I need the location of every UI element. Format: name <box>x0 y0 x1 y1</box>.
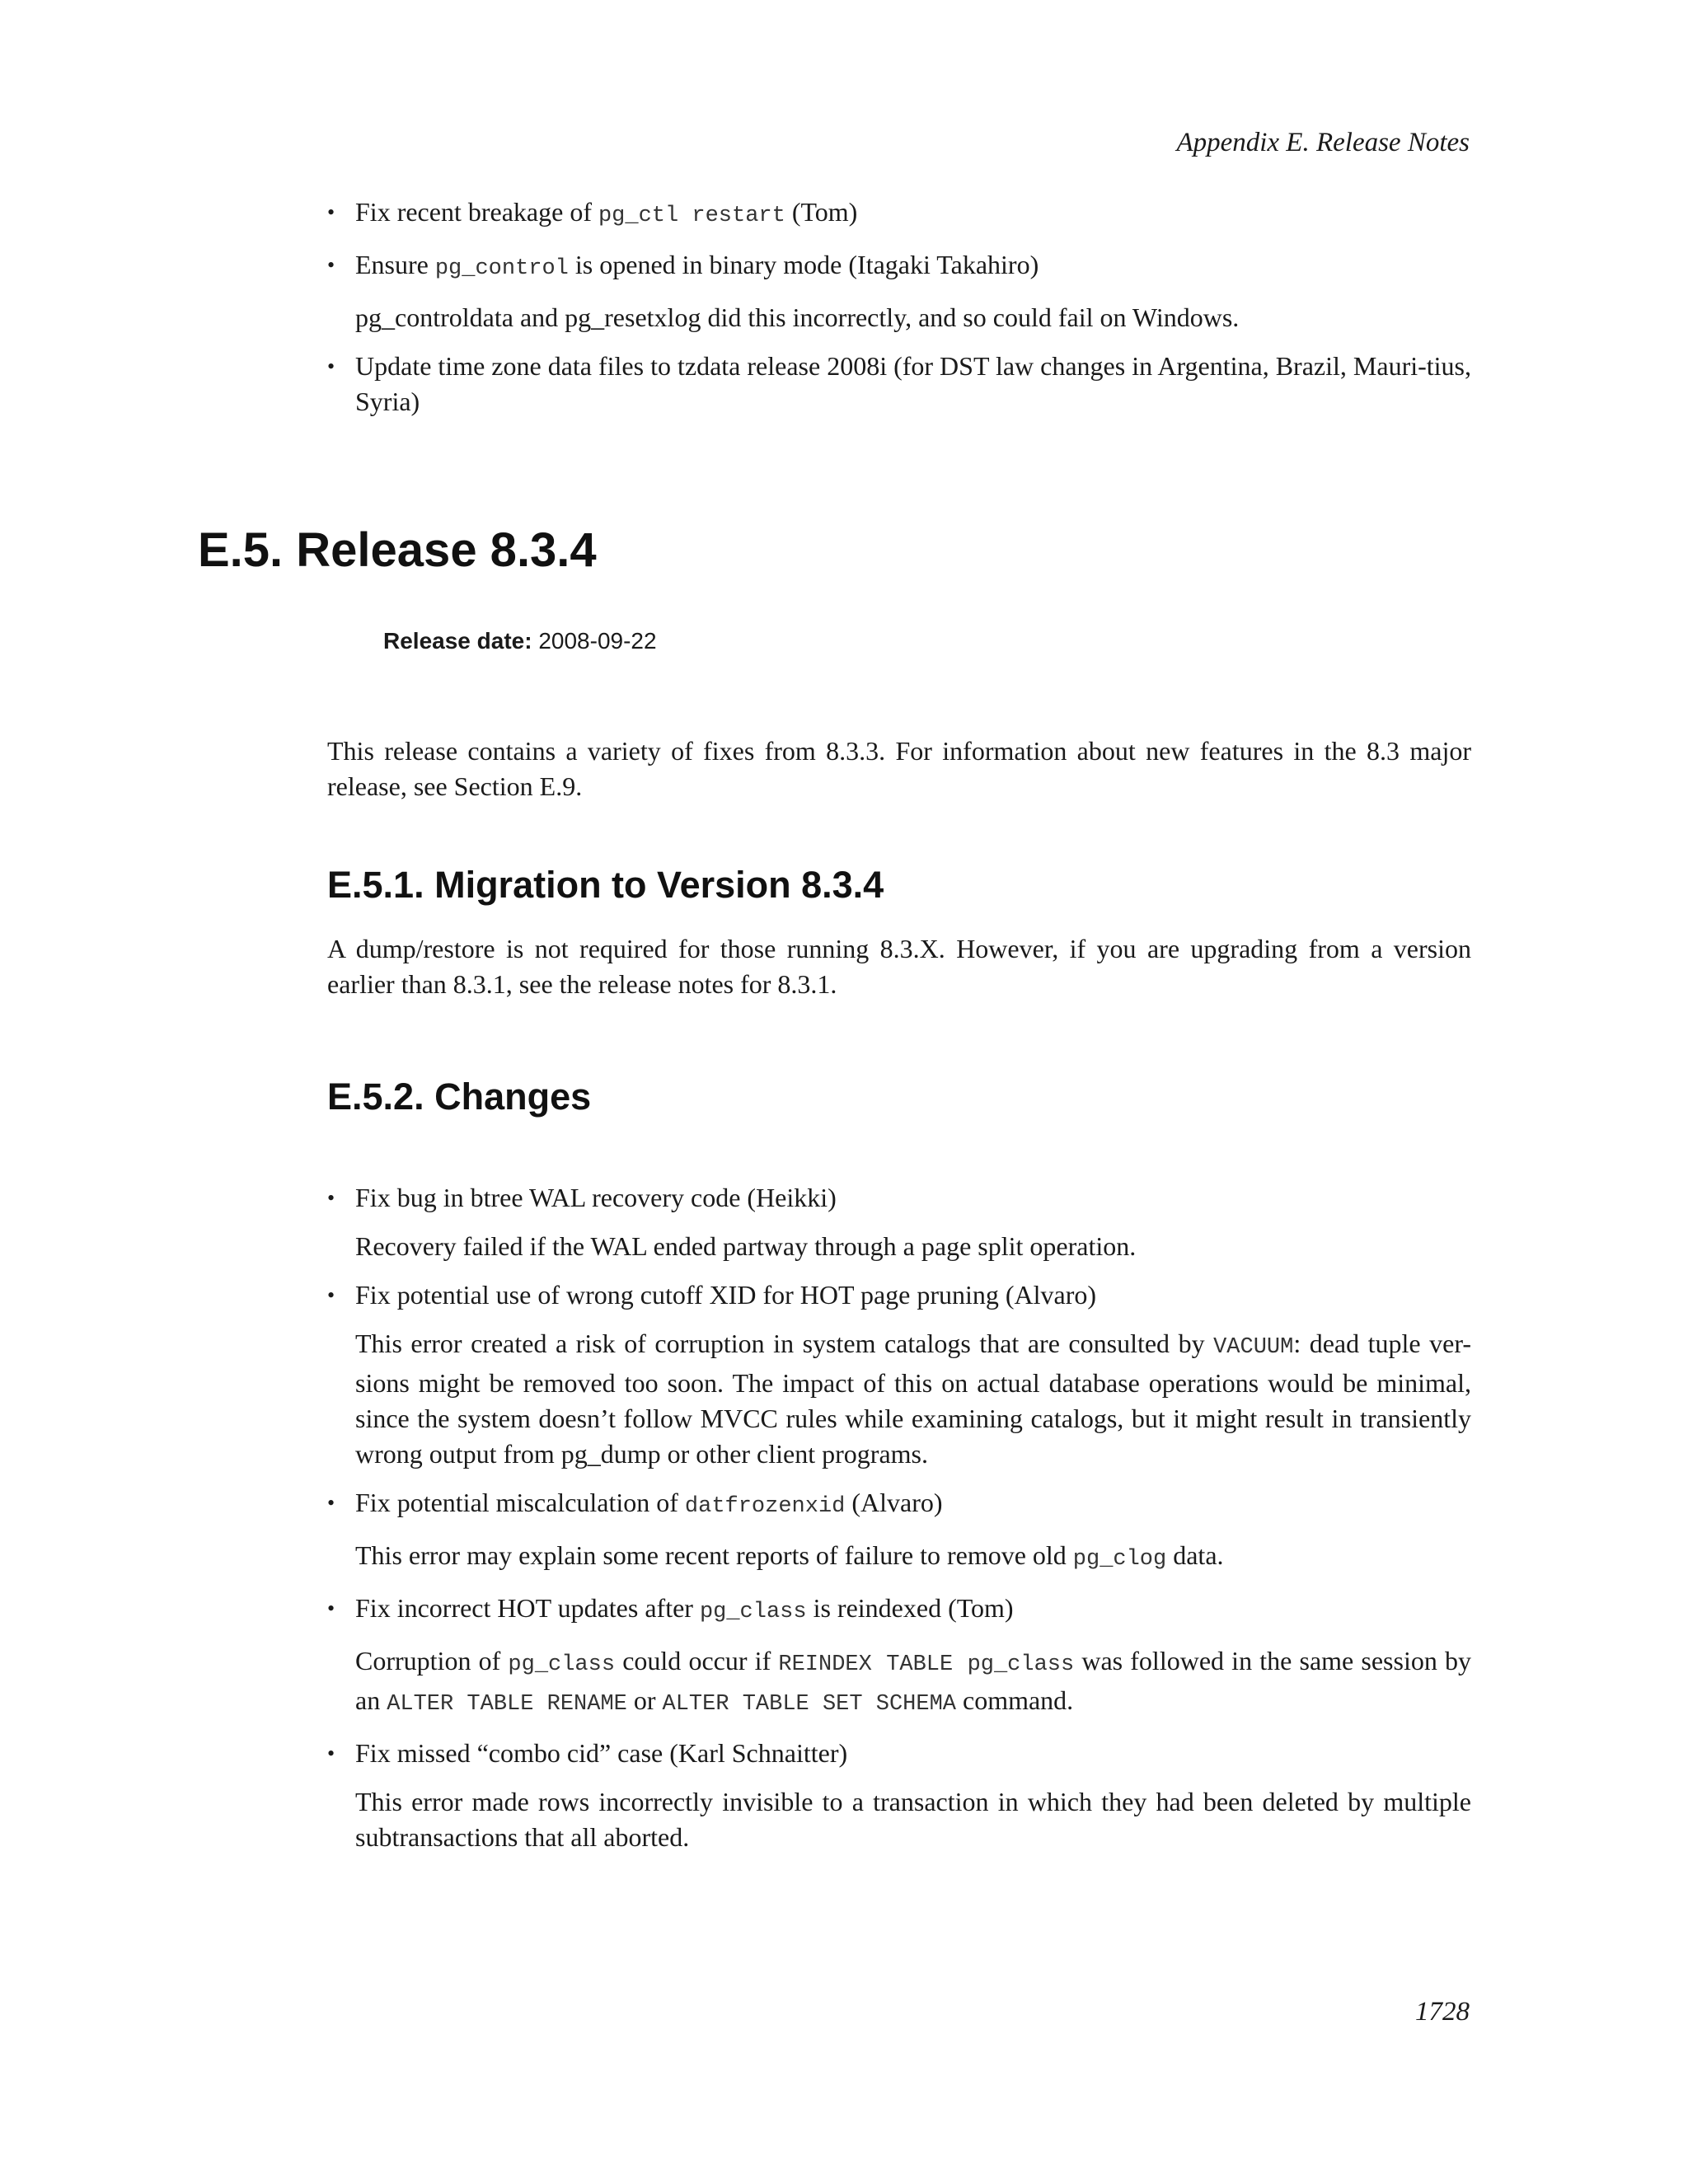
inline-code: ALTER TABLE SET SCHEMA <box>662 1692 956 1717</box>
changes-title: E.5.2. Changes <box>327 1076 592 1118</box>
release-date <box>383 628 657 654</box>
item-heading <box>355 1277 1471 1313</box>
text-run: Ensure <box>355 250 435 279</box>
inline-code: pg_control <box>434 256 569 281</box>
text-run: pg_controldata and pg_resetxlog did this incorrectly, and so could fail on Windows. <box>355 302 1240 332</box>
item-heading <box>355 247 1471 287</box>
inline-code: pg_class <box>508 1652 616 1677</box>
list-item <box>327 1180 1471 1264</box>
item-description <box>355 1229 1471 1264</box>
section-title: E.5. Release 8.3.4 <box>198 523 597 577</box>
text-run: Fix bug in btree WAL recovery code (Heikki) <box>355 1183 837 1212</box>
text-run: : dead tuple ver-sions might be removed too soon. The impact of this on actual database operations would be minimal, since the system doesn’t follow MVCC rules while examining catalogs, but it might result in transiently wrong output from pg_dump or other client programs. <box>355 1329 1472 1469</box>
item-description <box>355 1643 1471 1722</box>
bullet-icon: • <box>327 253 335 277</box>
item-heading <box>355 1736 1471 1771</box>
migration-text: A dump/restore is not required for those running 8.3.X. However, if you are upgrading from a version earlier than 8.3.1, see the release notes for 8.3.1. <box>327 934 1471 999</box>
changes-bullet-list <box>327 1180 1471 1868</box>
item-description <box>355 1784 1471 1855</box>
bullet-icon: • <box>327 1741 335 1765</box>
section-intro: This release contains a variety of fixes from 8.3.3. For information about new features in the 8.3 major release, see Section E.9. <box>327 736 1471 801</box>
text-run: Fix missed “combo cid” case (Karl Schnaitter) <box>355 1738 848 1768</box>
text-run: Fix recent breakage of <box>355 197 598 227</box>
list-item <box>327 1277 1471 1472</box>
inline-code: datfrozenxid <box>684 1494 846 1519</box>
bullet-icon: • <box>327 1283 335 1307</box>
text-run: or <box>626 1685 663 1715</box>
text-run: Fix potential miscalculation of <box>355 1488 685 1517</box>
text-run: data. <box>1166 1540 1224 1570</box>
release-date-value: 2008-09-22 <box>538 628 657 654</box>
text-run: is opened in binary mode (Itagaki Takahiro) <box>568 250 1039 279</box>
item-heading <box>355 1485 1471 1525</box>
text-run: command. <box>955 1685 1074 1715</box>
text-run: This error made rows incorrectly invisible to a transaction in which they had been deleted by multiple subtransactions that all aborted. <box>355 1787 1471 1852</box>
text-run: Corruption of <box>355 1646 509 1675</box>
bullet-icon: • <box>327 1491 335 1515</box>
text-run: (Tom) <box>785 197 858 227</box>
release-date-label: Release date: <box>383 628 532 654</box>
text-run: Fix potential use of wrong cutoff XID for HOT page pruning (Alvaro) <box>355 1280 1097 1310</box>
bullet-icon: • <box>327 1596 335 1620</box>
list-item <box>327 1485 1471 1577</box>
inline-code: REINDEX TABLE pg_class <box>778 1652 1075 1677</box>
text-run: could occur if <box>615 1646 779 1675</box>
list-item <box>327 349 1471 419</box>
bullet-icon: • <box>327 354 335 378</box>
page-number: 1728 <box>1415 1997 1470 2027</box>
text-run: (Alvaro) <box>845 1488 943 1517</box>
inline-code: pg_ctl restart <box>598 204 785 228</box>
top-bullet-list <box>327 194 1471 433</box>
item-description <box>355 300 1471 335</box>
text-run: Fix incorrect HOT updates after <box>355 1593 700 1623</box>
item-heading <box>355 1180 1471 1216</box>
inline-code: VACUUM <box>1213 1335 1294 1360</box>
text-run: Update time zone data files to tzdata release 2008i (for DST law changes in Argentina, Brazil, Mauri-tius, Syria) <box>355 351 1471 416</box>
item-description <box>355 1326 1471 1472</box>
running-header: Appendix E. Release Notes <box>1176 128 1470 157</box>
item-description <box>355 1538 1471 1577</box>
text-run: This error may explain some recent reports of failure to remove old <box>355 1540 1073 1570</box>
list-item <box>327 194 1471 234</box>
inline-code: pg_clog <box>1072 1547 1167 1572</box>
item-heading <box>355 194 1471 234</box>
text-run: This error created a risk of corruption in system catalogs that are consulted by <box>355 1329 1214 1358</box>
migration-title: E.5.1. Migration to Version 8.3.4 <box>327 864 884 906</box>
text-run: Recovery failed if the WAL ended partway through a page split operation. <box>355 1231 1137 1261</box>
list-item <box>327 247 1471 335</box>
bullet-icon: • <box>327 1186 335 1210</box>
bullet-icon: • <box>327 200 335 224</box>
text-run: is reindexed (Tom) <box>806 1593 1014 1623</box>
list-item <box>327 1736 1471 1855</box>
item-heading <box>355 349 1471 419</box>
inline-code: pg_class <box>699 1600 807 1624</box>
item-heading <box>355 1591 1471 1630</box>
text-run: was followed in the same session by an <box>355 1646 1472 1715</box>
inline-code: ALTER TABLE RENAME <box>387 1692 627 1717</box>
list-item <box>327 1591 1471 1722</box>
